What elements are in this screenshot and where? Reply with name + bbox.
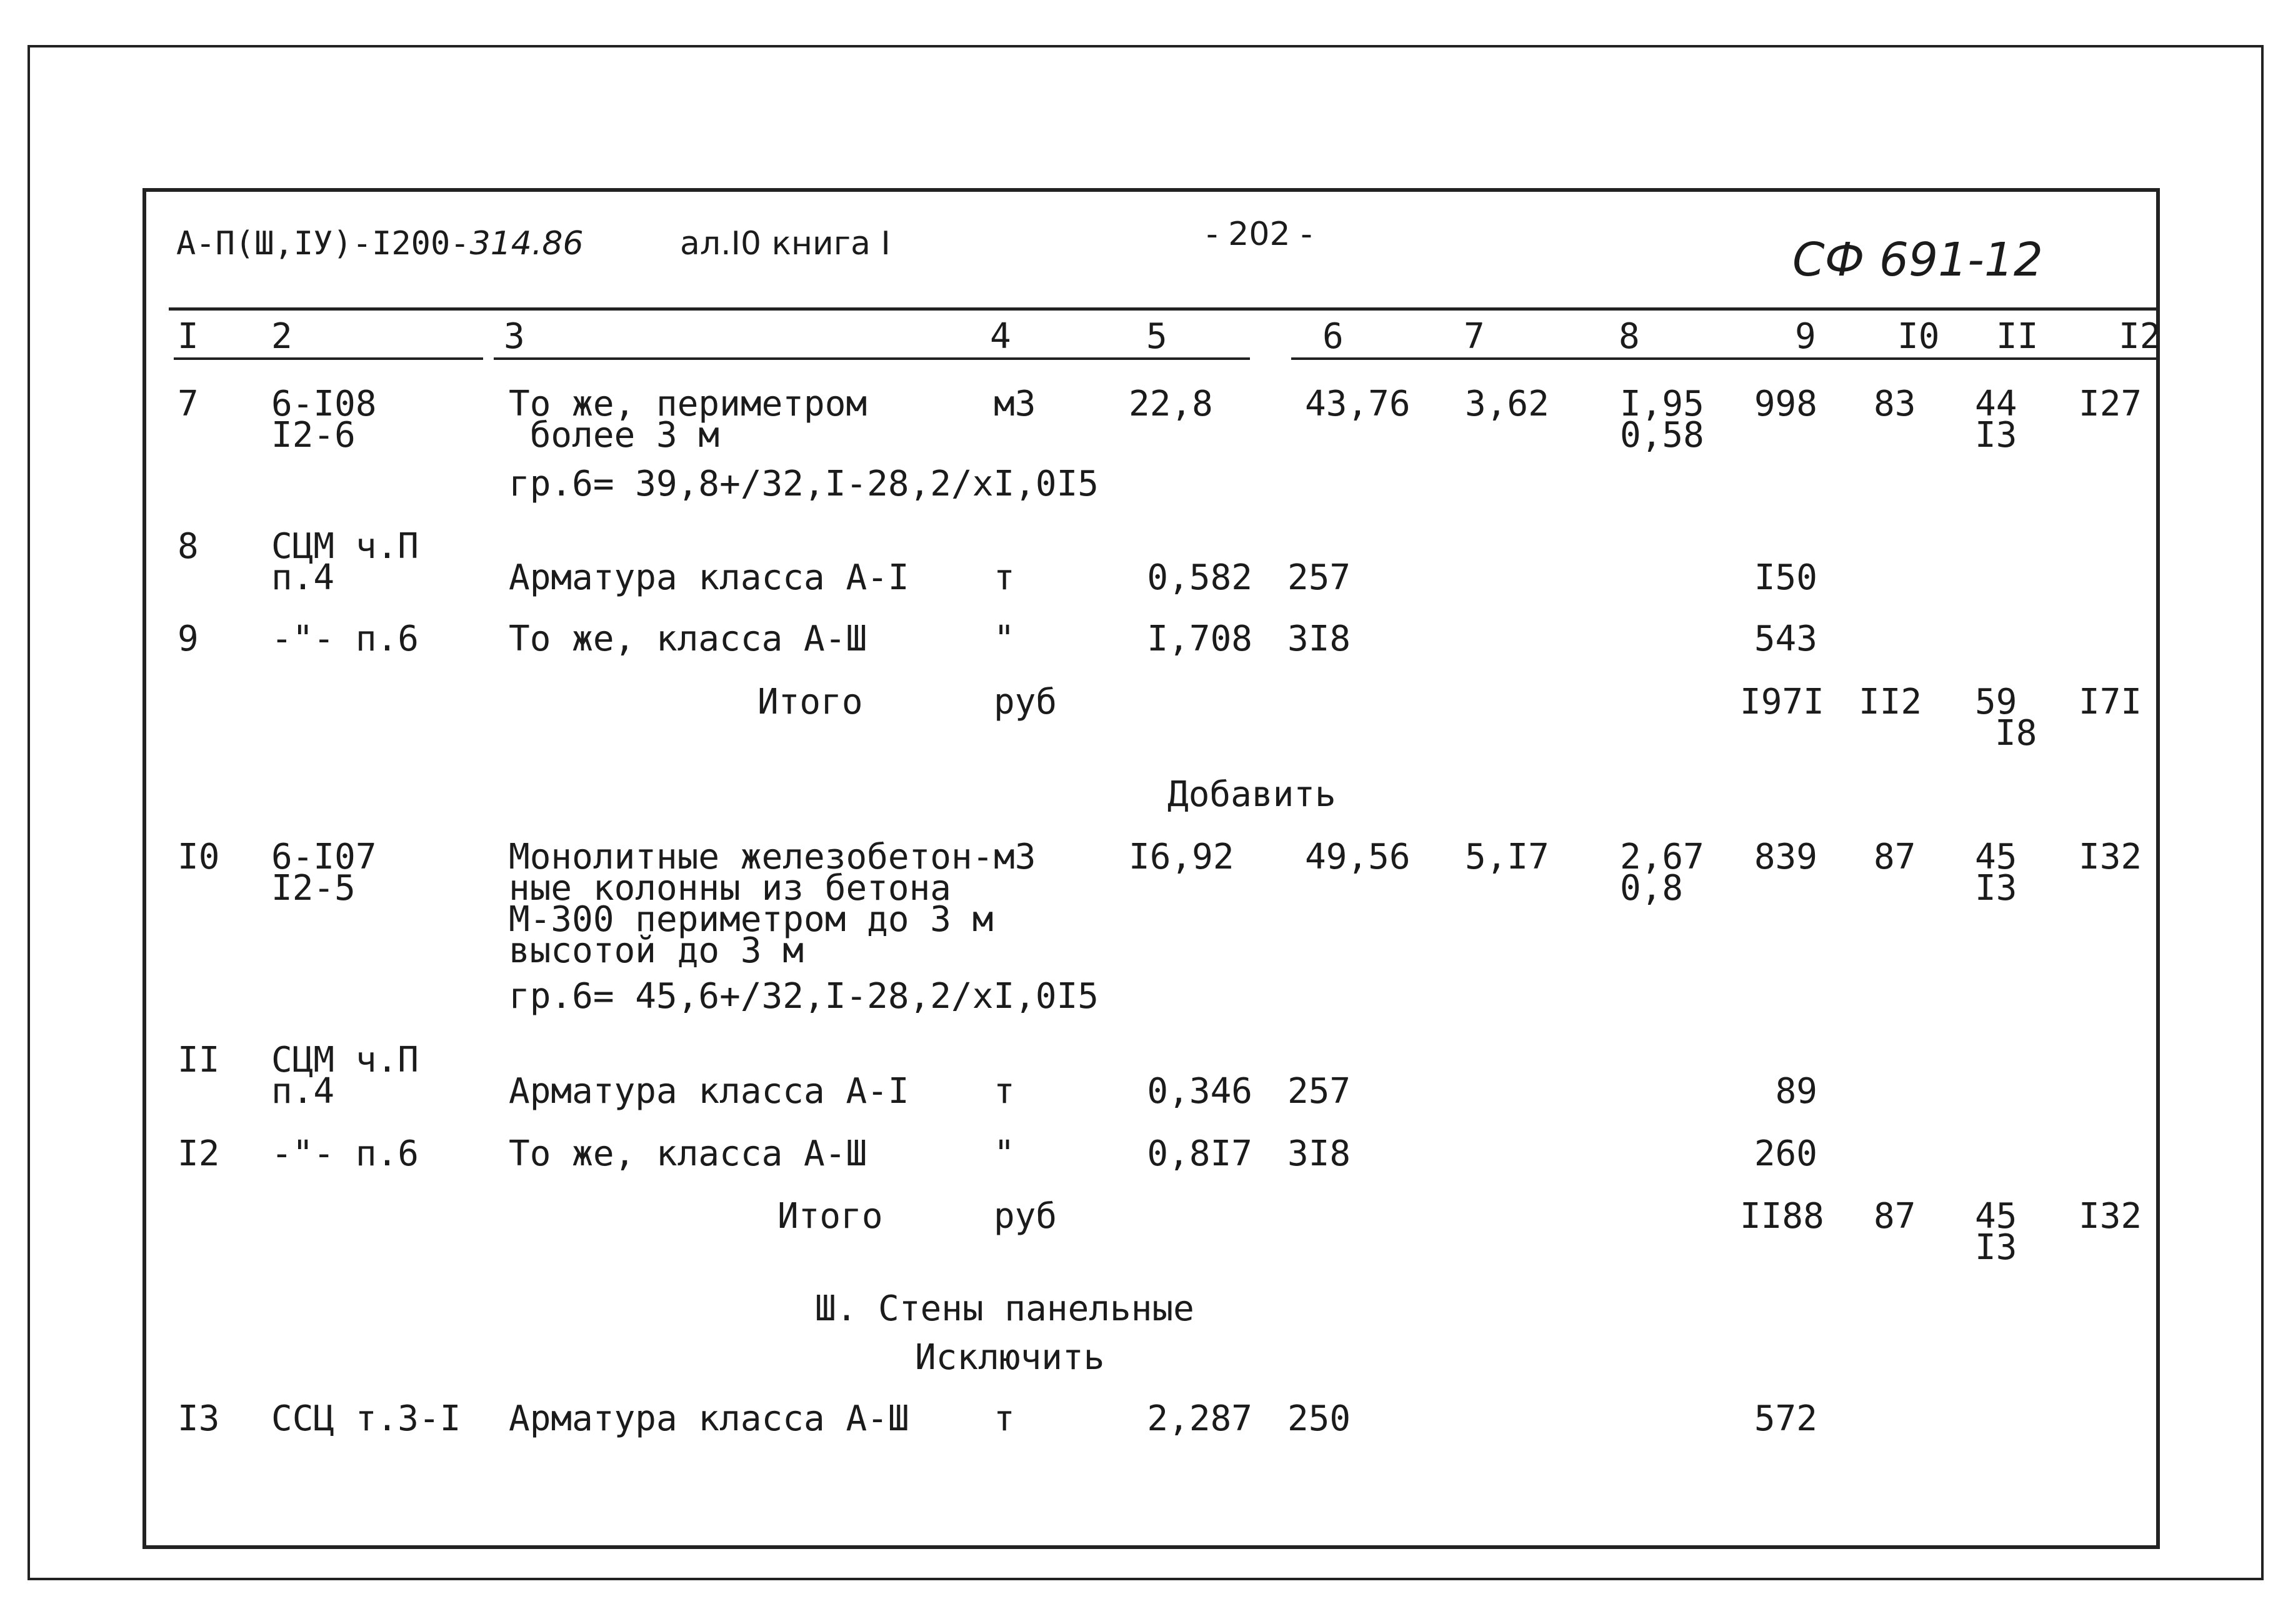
- col11-value: 44: [1975, 384, 2017, 424]
- total-cost: 260: [1754, 1133, 1817, 1174]
- section-heading-walls: Ш. Стены панельные: [815, 1288, 1194, 1329]
- work-description: То же, периметром: [509, 384, 867, 424]
- norm-code: -"- п.6: [271, 1133, 419, 1174]
- row-number: II: [177, 1040, 220, 1080]
- unit: ": [994, 619, 1015, 659]
- norm-code: СЦМ ч.П: [271, 1040, 419, 1080]
- page-number: - 202 -: [1206, 216, 1312, 253]
- unit: руб: [994, 1196, 1057, 1237]
- col-header-6: 6: [1322, 316, 1344, 357]
- section-heading-add: Добавить: [1167, 774, 1336, 815]
- total-cost: II88: [1740, 1196, 1824, 1237]
- col11-value-sub: I3: [1975, 415, 2017, 456]
- total-cost: I50: [1754, 557, 1817, 598]
- col7-value: 5,I7: [1465, 837, 1549, 877]
- work-description: ные колонны из бетона: [509, 868, 952, 909]
- row-number: 9: [177, 619, 199, 659]
- col-header-2: 2: [271, 316, 292, 357]
- quantity: 0,346: [1147, 1071, 1252, 1112]
- quantity: 0,582: [1147, 557, 1252, 598]
- quantity: 2,287: [1147, 1398, 1252, 1439]
- work-description: М-300 периметром до 3 м: [509, 899, 994, 940]
- col-header-5: 5: [1146, 316, 1167, 357]
- unit-price: 49,56: [1305, 837, 1411, 877]
- total-cost: I97I: [1740, 682, 1824, 722]
- norm-code: 6-I07: [271, 837, 377, 877]
- unit: руб: [994, 682, 1057, 722]
- col10-value: 87: [1874, 837, 1916, 877]
- handwritten-stamp: СФ 691-12: [1792, 233, 2044, 287]
- total-cost: 998: [1754, 384, 1817, 424]
- col12-value: I27: [2079, 384, 2142, 424]
- col-header-1: I: [177, 316, 199, 357]
- col12-value: I32: [2079, 1196, 2142, 1237]
- quantity: I,708: [1147, 619, 1252, 659]
- unit-price: 3I8: [1287, 619, 1351, 659]
- column-underline: [494, 357, 1250, 360]
- unit: ": [994, 1133, 1015, 1174]
- unit-price: 250: [1287, 1398, 1351, 1439]
- row-number: 8: [177, 526, 199, 567]
- unit-price: 43,76: [1305, 384, 1411, 424]
- row-number: 7: [177, 384, 199, 424]
- album-book-label: ал.I0 книга I: [680, 225, 891, 262]
- unit: т: [994, 1398, 1015, 1439]
- work-description: То же, класса А-Ш: [509, 619, 867, 659]
- col-header-11: II: [1996, 316, 2039, 357]
- norm-code-sub: п.4: [271, 557, 335, 598]
- work-description: более 3 м: [509, 415, 720, 456]
- work-description: Арматура класса А-I: [509, 557, 909, 598]
- total-cost: 572: [1754, 1398, 1817, 1439]
- col11-value-sub: I8: [1995, 713, 2037, 754]
- col11-value-sub: I3: [1975, 868, 2017, 909]
- col-header-7: 7: [1464, 316, 1485, 357]
- section-heading-exclude: Исключить: [915, 1337, 1105, 1378]
- unit: м3: [994, 837, 1036, 877]
- work-description: Арматура класса А-I: [509, 1071, 909, 1112]
- col8-value-sub: 0,8: [1620, 868, 1684, 909]
- col10-value: 83: [1874, 384, 1916, 424]
- col8-value-sub: 0,58: [1620, 415, 1704, 456]
- total-cost: 839: [1754, 837, 1817, 877]
- quantity: 0,8I7: [1147, 1133, 1252, 1174]
- col7-value: 3,62: [1465, 384, 1549, 424]
- col8-value: I,95: [1620, 384, 1704, 424]
- subtotal-label: Итого: [757, 682, 863, 722]
- col8-value: 2,67: [1620, 837, 1704, 877]
- unit-price: 3I8: [1287, 1133, 1351, 1174]
- col-header-9: 9: [1795, 316, 1816, 357]
- col10-value: II2: [1859, 682, 1922, 722]
- work-description: То же, класса А-Ш: [509, 1133, 867, 1174]
- total-cost: 89: [1775, 1071, 1817, 1112]
- col10-value: 87: [1874, 1196, 1916, 1237]
- col11-value-sub: I3: [1975, 1227, 2017, 1268]
- col11-value: 59: [1975, 682, 2017, 722]
- column-underline: [174, 357, 483, 360]
- col-header-4: 4: [990, 316, 1011, 357]
- col12-value: I7I: [2079, 682, 2142, 722]
- col-header-3: 3: [504, 316, 525, 357]
- unit: м3: [994, 384, 1036, 424]
- unit: т: [994, 1071, 1015, 1112]
- norm-code: 6-I08: [271, 384, 377, 424]
- row-number: I3: [177, 1398, 220, 1439]
- unit-price: 257: [1287, 557, 1351, 598]
- subtotal-label: Итого: [777, 1196, 883, 1237]
- column-underline: [1291, 357, 2157, 360]
- header-divider: [169, 307, 2156, 311]
- row-number: I0: [177, 837, 220, 877]
- norm-code: ССЦ т.3-I: [271, 1398, 461, 1439]
- norm-code-sub: I2-5: [271, 868, 356, 909]
- col-header-12: I2: [2119, 316, 2161, 357]
- total-cost: 543: [1754, 619, 1817, 659]
- quantity: I6,92: [1129, 837, 1234, 877]
- row-number: I2: [177, 1133, 220, 1174]
- price-formula: гр.6= 45,6+/32,I-28,2/хI,0I5: [509, 976, 1099, 1017]
- col-header-8: 8: [1619, 316, 1640, 357]
- col-header-10: I0: [1897, 316, 1940, 357]
- norm-code-sub: п.4: [271, 1071, 335, 1112]
- document-code: А-П(Ш,IУ)-I200-314.86: [176, 225, 584, 262]
- norm-code-sub: I2-6: [271, 415, 356, 456]
- unit-price: 257: [1287, 1071, 1351, 1112]
- col11-value: 45: [1975, 1196, 2017, 1237]
- work-description: высотой до 3 м: [509, 930, 804, 971]
- quantity: 22,8: [1129, 384, 1213, 424]
- col12-value: I32: [2079, 837, 2142, 877]
- unit: т: [994, 557, 1015, 598]
- col11-value: 45: [1975, 837, 2017, 877]
- norm-code: СЦМ ч.П: [271, 526, 419, 567]
- work-description: Арматура класса А-Ш: [509, 1398, 909, 1439]
- work-description: Монолитные железобетон-: [509, 837, 994, 877]
- price-formula: гр.6= 39,8+/32,I-28,2/хI,0I5: [509, 464, 1099, 504]
- norm-code: -"- п.6: [271, 619, 419, 659]
